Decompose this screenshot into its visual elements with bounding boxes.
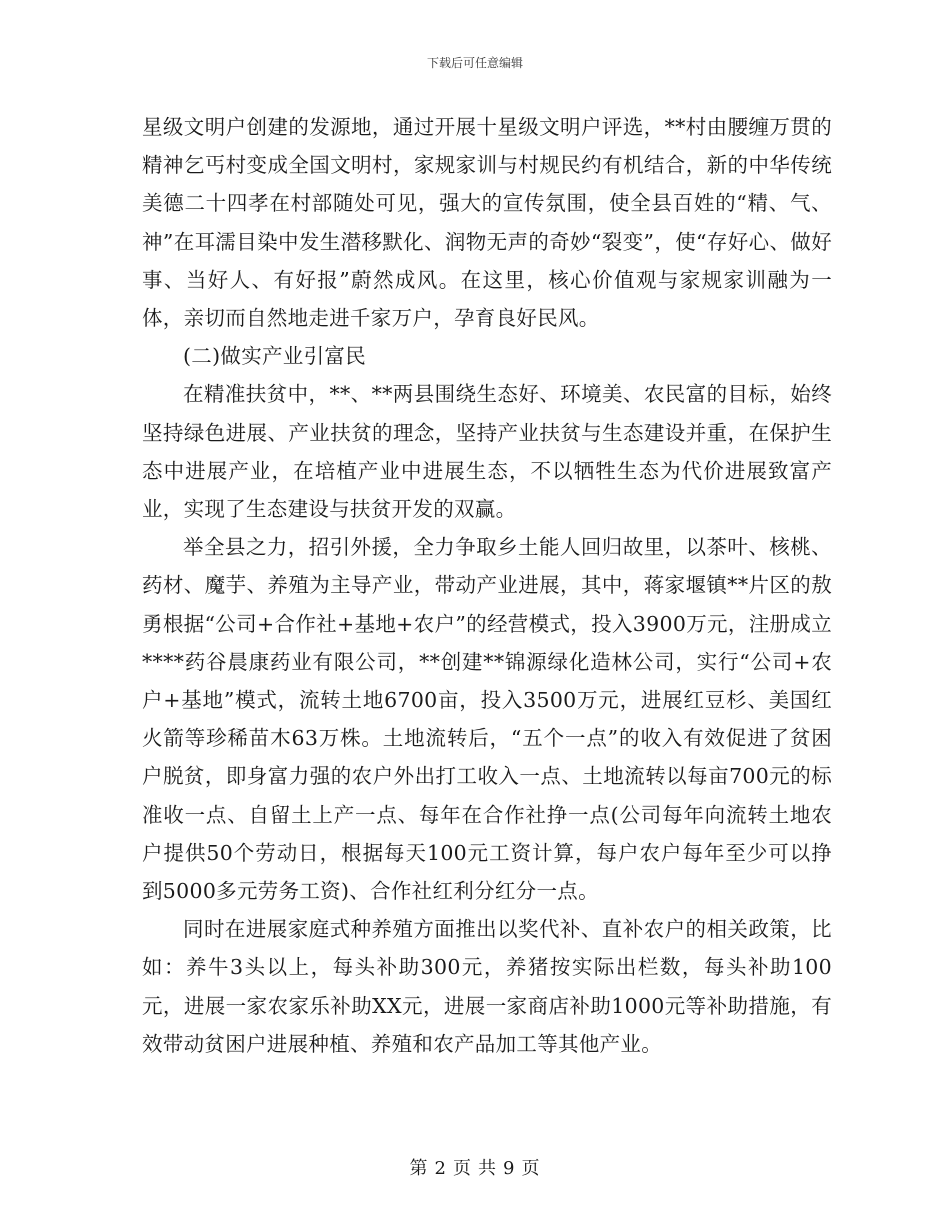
document-body [142,108,832,1063]
page-footer [0,1154,950,1180]
paragraph: 举全县之力，招引外援，全力争取乡土能人回归故里，以茶叶、核桃、药材、魔芋、养殖为主导产业，带动产业进展，其中，蒋家堰镇**片区的敖勇根据“公司+合作社+基地+农户”的经营模式，投入3900万元，注册成立****药谷晨康药业有限公司，**创建**锦源绿化造林公司，实行“公司+农户+基地”模式，流转土地6700亩，投入3500万元，进展红豆杉、美国红火箭等珍稀苗木63万株。土地流转后，“五个一点”的收入有效促进了贫困户脱贫，即身富力强的农户外出打工收入一点、土地流转以每亩700元的标准收一点、自留土上产一点、每年在合作社挣一点(公司每年向流转土地农户提供50个劳动日，根据每天100元工资计算，每户农户每年至少可以挣到5000多元劳务工资)、合作社红利分红分一点。 [142,535,832,904]
header-text: 下载后可任意编辑 [426,56,523,70]
page-current: 2 [434,1158,447,1179]
page-label-mid2: 共 [478,1158,497,1179]
section-heading: (二)做实产业引富民 [183,344,366,369]
page-label-suffix: 页 [521,1158,541,1179]
page-total: 9 [503,1158,516,1179]
paragraph: 在精准扶贫中，**、**两县围绕生态好、环境美、农民富的目标，始终坚持绿色进展、产业扶贫的理念，坚持产业扶贫与生态建设并重，在保护生态中进展产业，在培植产业中进展生态，不以牺牲生态为代价进展致富产业，实现了生态建设与扶贫开发的双赢。 [142,382,832,522]
paragraph: 同时在进展家庭式种养殖方面推出以奖代补、直补农户的相关政策，比如：养牛3头以上，每头补助300元，养猪按实际出栏数，每头补助100元，进展一家农家乐补助XX元，进展一家商店补助1000元等补助措施，有效带动贫困户进展种植、养殖和农产品加工等其他产业。 [142,917,832,1056]
page-label-prefix: 第 [409,1158,429,1179]
page-header [0,54,950,71]
page-label-mid1: 页 [453,1158,472,1179]
paragraph-continued: 星级文明户创建的发源地，通过开展十星级文明户评选，**村由腰缠万贯的精神乞丐村变成全国文明村，家规家训与村规民约有机结合，新的中华传统美德二十四孝在村部随处可见，强大的宣传氛围，使全县百姓的“精、气、神”在耳濡目染中发生潜移默化、润物无声的奇妙“裂变”，使“存好心、做好事、当好人、有好报”蔚然成风。在这里，核心价值观与家规家训融为一体，亲切而自然地走进千家万户，孕育良好民风。 [142,115,832,331]
